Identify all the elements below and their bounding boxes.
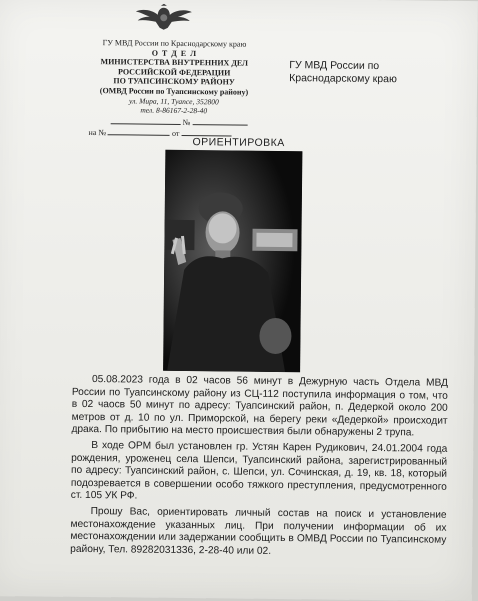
recipient-block <box>289 59 439 87</box>
letterhead-otdel: О Т Д Е Л <box>151 48 198 58</box>
suspect-photo-image <box>163 150 302 372</box>
registry-number-label: № <box>182 117 191 128</box>
recipient-line-2: Краснодарскому краю <box>289 72 397 86</box>
document-body <box>70 374 448 563</box>
body-paragraph-suspect: В ходе ОРМ был установлен гр. Устян Карен Рудикович, 24.01.2004 года рождения, уроженец села Шепси, Туапсинский района, зарегистрированный по адресу: Туапсинский район, с. Шепси, ул. Сочинская, д. 19, кв. 18, который подозревается в совершении особо тяжкого преступления, предусмотренного ст. 105 УК РФ. <box>70 440 448 502</box>
registry-number-line <box>111 117 248 127</box>
letterhead-ministry-2: РОССИЙСКОЙ ФЕДЕРАЦИИ <box>117 67 231 78</box>
body-paragraph-incident: 05.08.2023 года в 02 часов 56 минут в Дежурную часть Отдела МВД России по Туапсинскому району из СЦ-112 поступила информация о том, что в 02 чаосв 50 минут по адресу: Туапсинский район, п. Дедеркой около 200 метров от д. 10 по ул. Приморской, на берегу реки «Дедеркой» происходит драка. По прибытию на место происшествия были обнаружены 2 трупа. <box>71 374 449 439</box>
eagle-emblem-icon <box>134 3 194 32</box>
suspect-photo <box>163 150 302 372</box>
body-paragraph-request: Прошу Вас, ориентировать личный состав на поиск и установление местонахождение указанных лиц. При получении информации об их местонахождении или задержании сообщить в ОМВД России по Туапсинскому району, Тел. 89282031336, 2-28-40 или 02. <box>70 505 447 557</box>
document-title: ОРИЕНТИРОВКА <box>192 136 285 150</box>
letterhead-ministry-4: (ОМВД России по Туапсинскому району) <box>99 86 249 97</box>
registry-ref-label: на № <box>88 127 107 138</box>
letterhead-ministry-1: МИНИСТЕРСТВА ВНУТРЕННИХ ДЕЛ <box>100 57 249 68</box>
letterhead-department: ГУ МВД России по Краснодарскому краю <box>102 38 247 49</box>
letterhead-phone: тел. 8-86167-2-28-40 <box>140 105 208 116</box>
letterhead <box>79 38 270 117</box>
letterhead-ministry-3: ПО ТУАПСИНСКОМУ РАЙОНУ <box>113 76 235 87</box>
letterhead-address: ул. Мира, 11, Туапсе, 352800 <box>129 95 219 106</box>
registry-from-label: от <box>171 128 180 138</box>
recipient-line-1: ГУ МВД России по <box>289 59 380 73</box>
